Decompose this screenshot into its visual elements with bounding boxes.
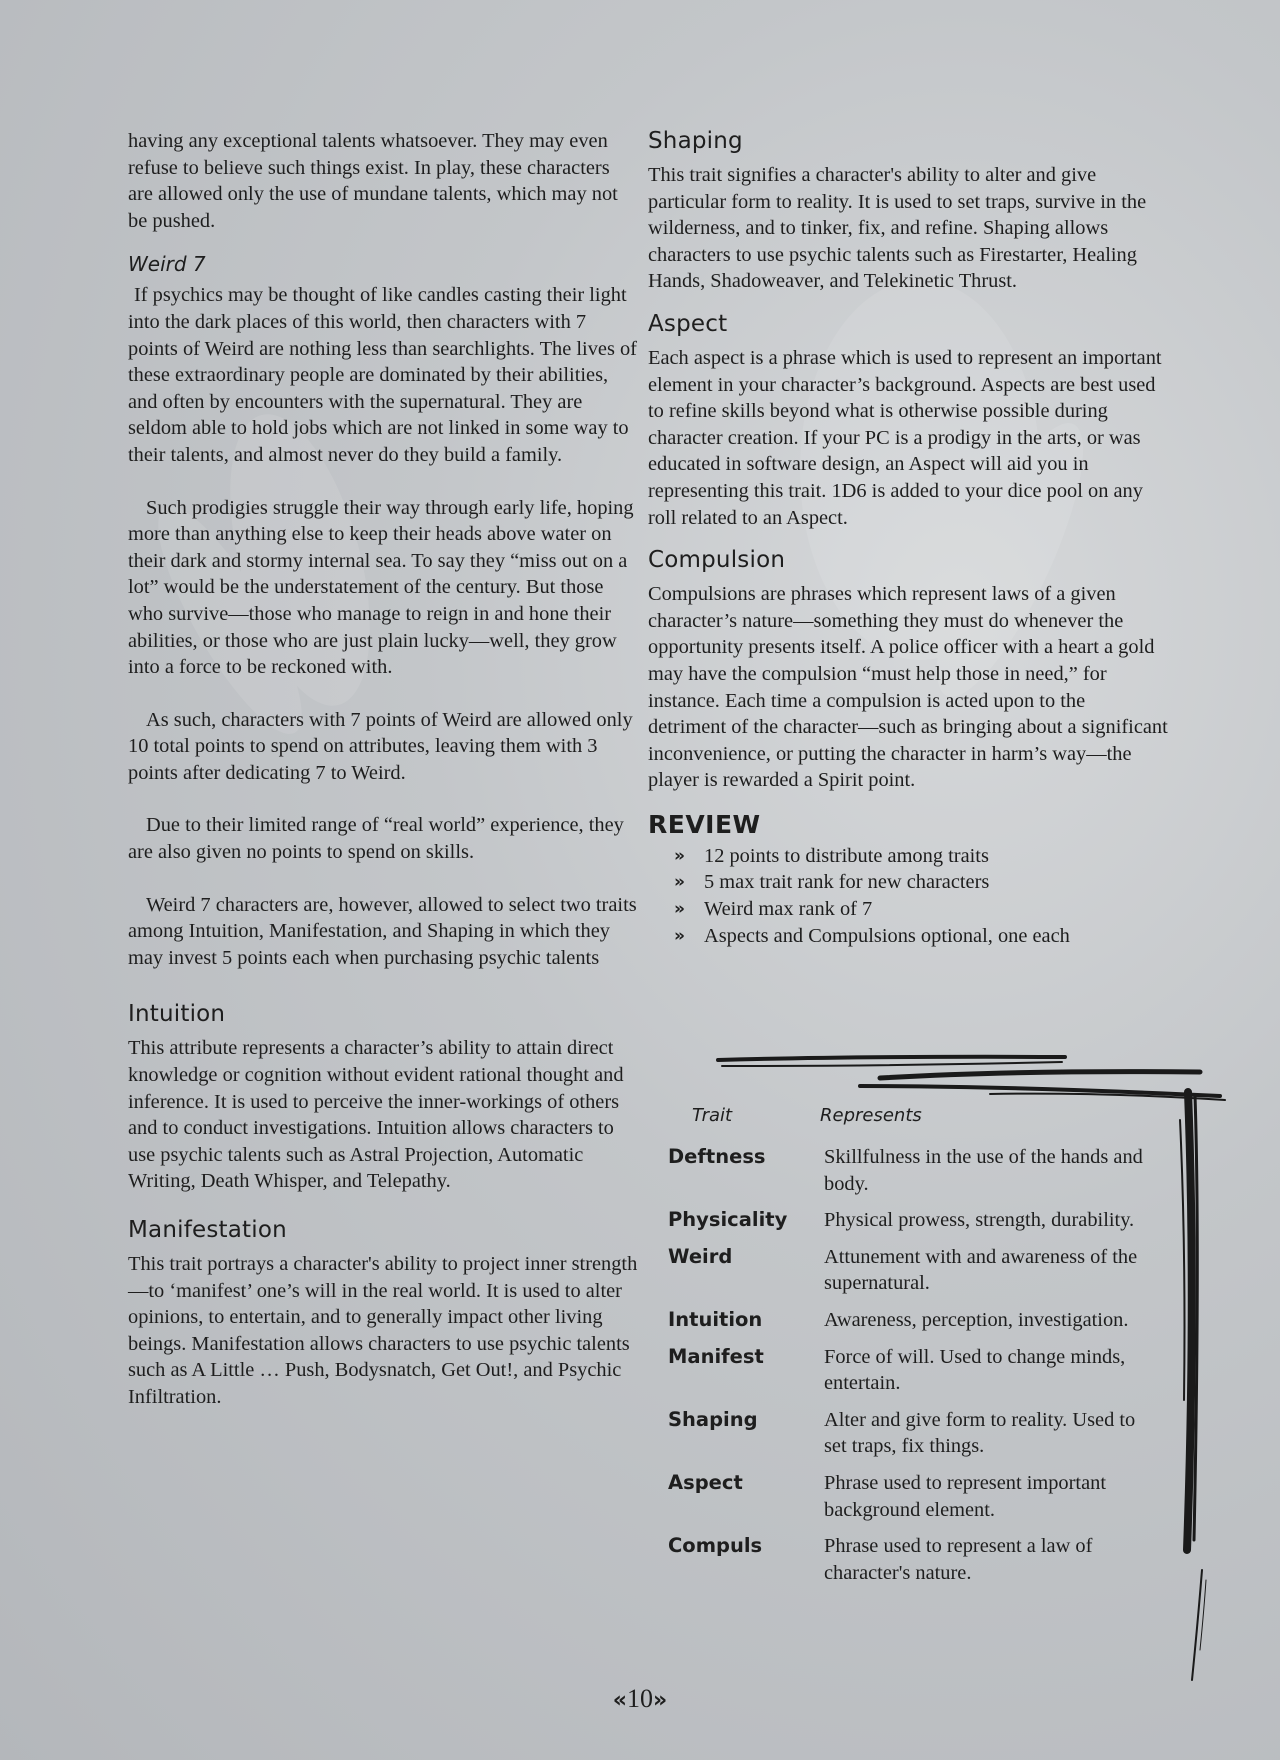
manifestation-paragraph: This trait portrays a character's ability to project inner strength—to ‘manifest’ one’s will in the real world. It is used to alter opinions, to entertain, and to generally impact other living beings. Manifestation allows characters to use psychic talents such as A Little … Push, Bodysnatch, Get Out!, and Psychic Infiltration.: [128, 1253, 638, 1408]
trait-name: Compuls: [668, 1534, 763, 1558]
review-item: » Weird max rank of 7: [674, 896, 1168, 923]
compulsion-heading: Compulsion: [648, 547, 786, 574]
trait-name: Weird: [668, 1244, 733, 1268]
review-list: [648, 843, 1168, 949]
trait-name: Manifest: [668, 1344, 764, 1368]
manifestation-heading: Manifestation: [128, 1217, 287, 1243]
trait-description: Phrase used to represent important background element.: [824, 1471, 1106, 1521]
shaping-heading: Shaping: [648, 128, 743, 154]
left-column: [128, 128, 638, 1411]
compulsion-paragraph: Compulsions are phrases which represent laws of a given character’s nature—something they must do whenever the opportunity presents itself. A police officer with a heart a gold may have the compulsion “must help those in need,” for instance. Each time a compulsion is acted upon to the detriment of the character—such as bringing about a significant inconvenience, or putting the character in harm’s way—the player is rewarded a Spirit point.: [648, 583, 1168, 792]
review-item: » Aspects and Compulsions optional, one each: [674, 923, 1168, 950]
table-row: [668, 1470, 1168, 1523]
weird7-paragraph-5: Weird 7 characters are, however, allowed to select two traits among Intuition, Manifestation, and Shaping in which they may invest 5 points each when purchasing psychic talents: [128, 893, 637, 969]
right-column: [648, 128, 1168, 949]
trait-description: Attunement with and awareness of the supernatural.: [824, 1245, 1138, 1295]
table-row: [668, 1244, 1168, 1297]
aspect-heading: Aspect: [648, 310, 728, 337]
right-guillemet-icon: »: [653, 1688, 668, 1713]
trait-table-header: [668, 1105, 1168, 1126]
trait-table: [668, 1105, 1168, 1596]
aspect-paragraph: Each aspect is a phrase which is used to represent an important element in your character’s background. Aspects are best used to refine skills beyond what is otherwise possible during character creation. If your PC is a prodigy in the arts, or was educated in software design, an Aspect will aid you in representing this trait. 1D6 is added to your dice pool on any roll related to an Aspect.: [648, 346, 1162, 529]
trait-name: Intuition: [668, 1307, 763, 1331]
weird7-paragraph-4: Due to their limited range of “real world” experience, they are also given no points to spend on skills.: [128, 814, 624, 864]
trait-name: Shaping: [668, 1407, 758, 1431]
weird7-heading: Weird 7: [128, 252, 206, 277]
trait-description: Phrase used to represent a law of character's nature.: [824, 1535, 1093, 1584]
left-guillemet-icon: «: [612, 1688, 627, 1713]
trait-name: Deftness: [668, 1145, 766, 1168]
double-chevron-icon: »: [674, 845, 685, 866]
review-item: » 5 max trait rank for new characters: [674, 869, 1168, 896]
table-row: [668, 1344, 1168, 1397]
page-number-value: 10: [627, 1684, 653, 1713]
page-number: [0, 1684, 1280, 1714]
intuition-paragraph: This attribute represents a character’s ability to attain direct knowledge or cognition without evident rational thought and inference. It is used to perceive the inner-workings of others and to conduct investigations. Intuition allows characters to use psychic talents such as Astral Projection, Automatic Writing, Death Whisper, and Telepathy.: [128, 1037, 624, 1193]
trait-name: Physicality: [668, 1208, 788, 1232]
shaping-paragraph: This trait signifies a character's ability to alter and give particular form to reality. It is used to set traps, survive in the wilderness, and to tinker, fix, and refine. Shaping allows characters to use psychic talents such as Firestarter, Healing Hands, Shadoweaver, and Telekinetic Thrust.: [648, 164, 1147, 293]
table-row: [668, 1144, 1168, 1197]
weird7-paragraph-1: If psychics may be thought of like candles casting their light into the dark places of this world, then characters with 7 points of Weird are nothing less than searchlights. The lives of these extraordinary people are dominated by their abilities, and often by encounters with the supernatural. They are seldom able to hold jobs which are not linked in some way to their talents, and almost never do they build a family.: [128, 284, 637, 466]
table-row: [668, 1533, 1168, 1586]
table-row: [668, 1207, 1168, 1234]
double-chevron-icon: »: [674, 872, 685, 893]
review-item: » 12 points to distribute among traits: [674, 843, 1168, 870]
double-chevron-icon: »: [674, 925, 685, 946]
double-chevron-icon: »: [674, 899, 685, 920]
represents-column-header: Represents: [820, 1105, 922, 1126]
trait-description: Force of will. Used to change minds, entertain.: [824, 1345, 1126, 1395]
weird7-paragraph-3: As such, characters with 7 points of Weird are allowed only 10 total points to spend on attributes, leaving them with 3 points after dedicating 7 to Weird.: [128, 708, 633, 784]
table-row: [668, 1307, 1168, 1334]
intuition-heading: Intuition: [128, 1001, 226, 1028]
trait-description: Skillfulness in the use of the hands and body.: [824, 1146, 1143, 1195]
trait-description: Awareness, perception, investigation.: [824, 1308, 1129, 1331]
trait-description: Physical prowess, strength, durability.: [824, 1209, 1135, 1232]
intro-paragraph: having any exceptional talents whatsoever. They may even refuse to believe such things exist. In play, these characters are allowed only the use of mundane talents, which may not be pushed.: [128, 130, 618, 232]
review-heading: REVIEW: [648, 809, 761, 839]
table-row: [668, 1407, 1168, 1460]
weird7-paragraph-2: Such prodigies struggle their way through early life, hoping more than anything else to keep their heads above water on their dark and stormy internal sea. To say they “miss out on a lot” would be the understatement of the century. But those who survive—those who manage to reign in and hone their abilities, or those who are just plain lucky—well, they grow into a force to be reckoned with.: [128, 496, 634, 679]
trait-name: Aspect: [668, 1470, 743, 1494]
trait-description: Alter and give form to reality. Used to set traps, fix things.: [824, 1408, 1136, 1458]
trait-column-header: Trait: [692, 1105, 733, 1126]
